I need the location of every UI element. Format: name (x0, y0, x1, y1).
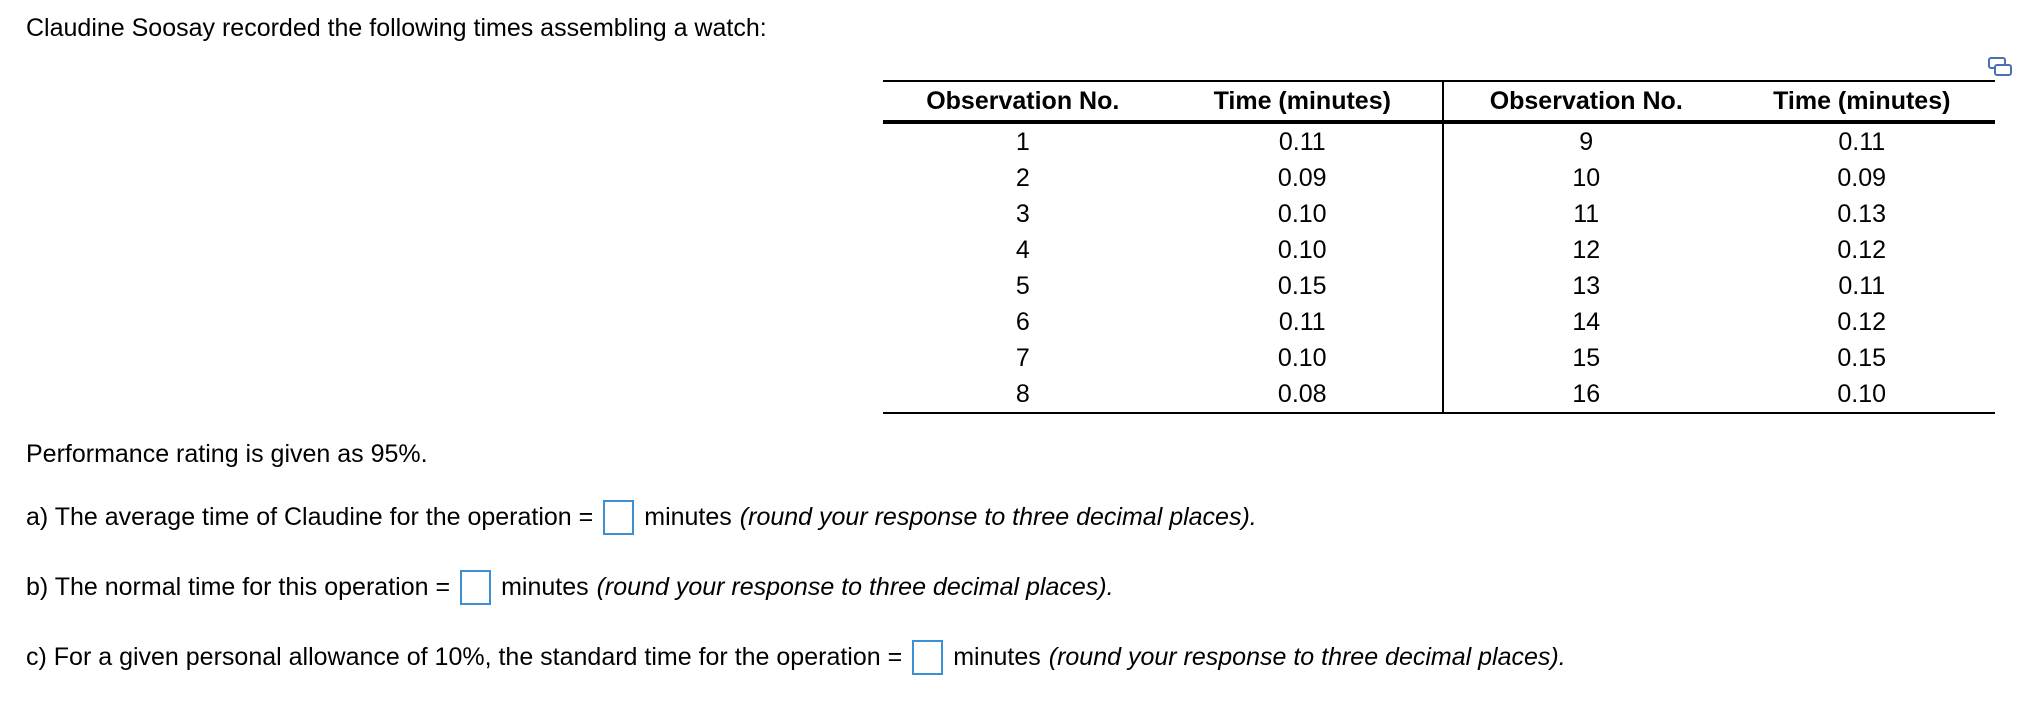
table-row (883, 160, 1995, 196)
time-cell: 0.11 (1163, 304, 1443, 340)
observation-no-cell: 8 (883, 376, 1163, 413)
header-time-2: Time (minutes) (1729, 81, 1996, 122)
observation-table (883, 80, 1995, 414)
header-time-1: Time (minutes) (1163, 81, 1443, 122)
question-a (26, 500, 1257, 535)
observation-no-cell: 7 (1015, 343, 1030, 372)
header-observation-no-1: Observation No. (883, 81, 1163, 122)
header-observation-no-2: Observation No. (1443, 81, 1729, 122)
answer-b-input[interactable] (460, 570, 491, 605)
time-cell: 0.09 (1163, 160, 1443, 196)
table-row (883, 196, 1995, 232)
table-row (883, 122, 1995, 160)
observation-no-cell: 11 (1573, 199, 1600, 228)
time-cell: 0.11 (1838, 271, 1886, 300)
observation-no-cell: 4 (1015, 235, 1030, 264)
time-cell: 0.10 (1163, 340, 1443, 376)
table-header-row (883, 81, 1995, 122)
copy-table-icon[interactable] (1988, 55, 2012, 75)
observation-no-cell: 6 (1015, 307, 1030, 336)
question-b (26, 570, 1114, 605)
performance-rating-text: Performance rating is given as 95%. (26, 440, 428, 468)
answer-c-input[interactable] (912, 640, 943, 675)
observation-no-cell: 14 (1572, 307, 1601, 336)
time-cell: 0.10 (1163, 196, 1443, 232)
question-b-prefix: b) The normal time for this operation = (26, 573, 451, 601)
observation-no-cell: 10 (1572, 163, 1601, 192)
observation-no-cell: 1 (1015, 127, 1030, 156)
problem-intro: Claudine Soosay recorded the following times assembling a watch: (26, 14, 767, 42)
question-b-unit: minutes (501, 573, 589, 601)
copy-icon-graphic (1988, 57, 2012, 77)
observation-no-cell: 2 (1015, 163, 1030, 192)
time-cell: 0.15 (1163, 268, 1443, 304)
question-a-unit: minutes (644, 503, 732, 531)
observation-no-cell: 9 (1579, 127, 1594, 156)
question-c-prefix: c) For a given personal allowance of 10%, the standard time for the operation = (26, 643, 903, 671)
question-c-note: (round your response to three decimal places). (1048, 643, 1566, 671)
table-row (883, 268, 1995, 304)
observation-no-cell: 16 (1443, 376, 1729, 413)
table-row (883, 340, 1995, 376)
question-c-unit: minutes (953, 643, 1041, 671)
time-cell: 0.11 (1838, 127, 1886, 156)
question-a-note: (round your response to three decimal places). (739, 503, 1257, 531)
table-row (883, 232, 1995, 268)
time-cell: 0.13 (1837, 199, 1887, 228)
time-cell: 0.10 (1163, 232, 1443, 268)
observation-no-cell: 3 (1015, 199, 1030, 228)
time-cell: 0.12 (1837, 307, 1887, 336)
time-cell: 0.08 (1163, 376, 1443, 413)
time-cell: 0.11 (1163, 122, 1443, 160)
observation-no-cell: 5 (1015, 271, 1030, 300)
observation-no-cell: 15 (1572, 343, 1601, 372)
time-cell: 0.15 (1837, 343, 1887, 372)
table-row (883, 376, 1995, 413)
time-cell: 0.10 (1729, 376, 1996, 413)
question-c (26, 640, 1566, 675)
table-row (883, 304, 1995, 340)
answer-a-input[interactable] (603, 500, 634, 535)
question-b-note: (round your response to three decimal places). (596, 573, 1114, 601)
question-a-prefix: a) The average time of Claudine for the operation = (26, 503, 594, 531)
observation-no-cell: 13 (1572, 271, 1601, 300)
observation-no-cell: 12 (1572, 235, 1601, 264)
time-cell: 0.09 (1837, 163, 1887, 192)
time-cell: 0.12 (1837, 235, 1887, 264)
